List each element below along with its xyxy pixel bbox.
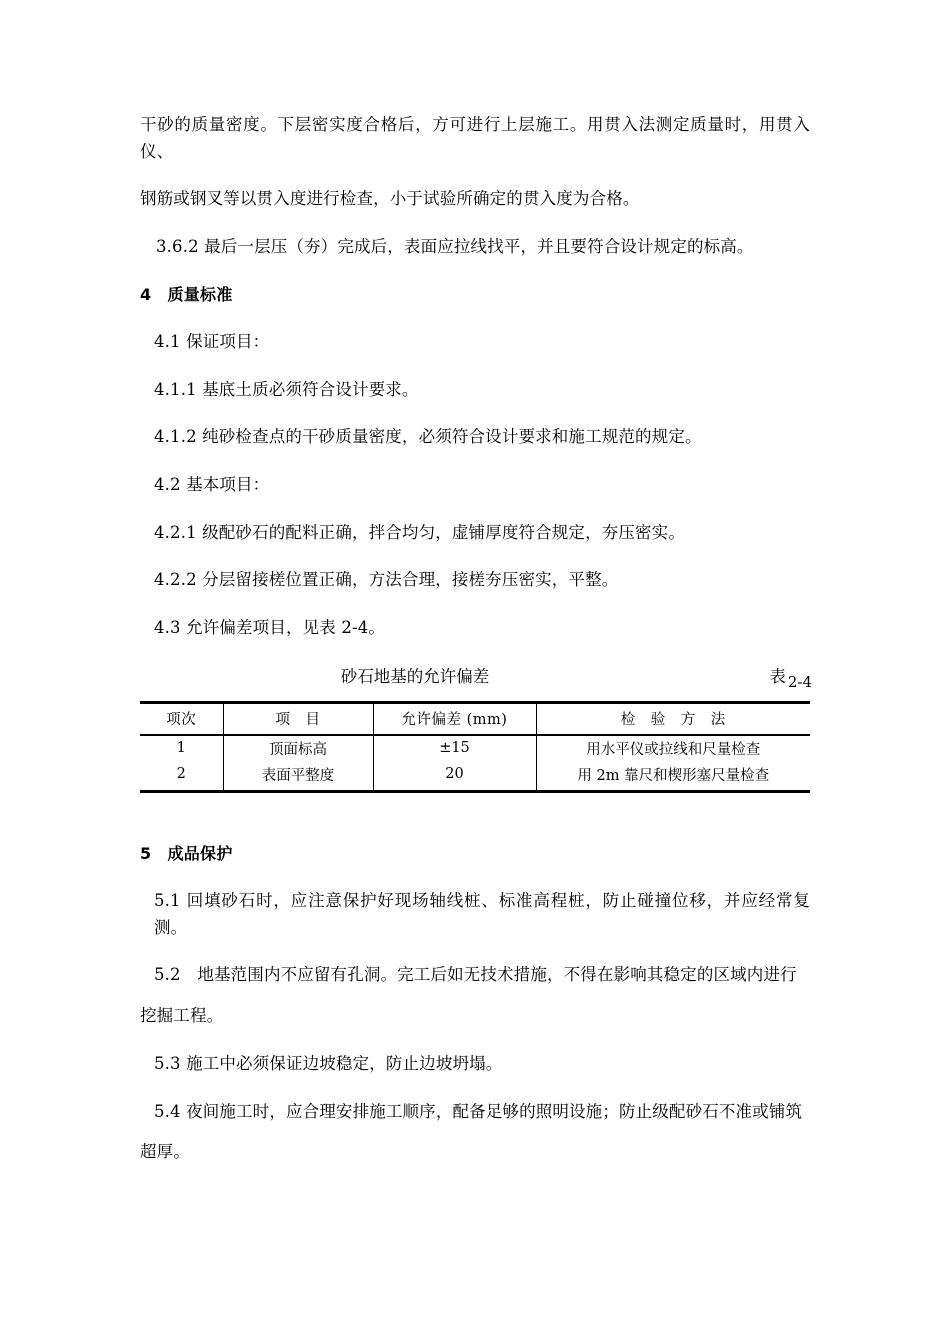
paragraph-4-1-1: 4.1.1 基底土质必须符合设计要求。 — [154, 379, 419, 399]
table-caption: 砂石地基的允许偏差 — [340, 666, 490, 686]
cell-item: 表面平整度 — [223, 762, 373, 792]
section-heading-5-title: 成品保护 — [167, 843, 233, 863]
paragraph-4-2: 4.2 基本项目： — [154, 475, 270, 495]
table-header-row — [140, 702, 810, 735]
table-number-prefix: 表 — [769, 666, 786, 686]
table-caption-row — [140, 663, 810, 693]
table-row — [140, 762, 810, 792]
paragraph-4-2-1: 4.2.1 级配砂石的配料正确，拌合均匀，虚铺厚度符合规定，夯压密实。 — [154, 522, 685, 542]
cell-allowable-deviation: 20 — [373, 762, 536, 792]
paragraph-5-2: 5.2 地基范围内不应留有孔洞。完工后如无技术措施，不得在影响其稳定的区域内进行 — [154, 965, 797, 985]
paragraph-4-3: 4.3 允许偏差项目，见表 2-4。 — [154, 618, 386, 638]
table-row — [140, 735, 810, 762]
paragraph-4-2-2: 4.2.2 分层留接槎位置正确，方法合理，接槎夯压密实，平整。 — [154, 570, 619, 590]
table-header-item-no: 项次 — [140, 702, 223, 735]
table-header-allowable-deviation: 允许偏差 (mm) — [373, 702, 536, 735]
cell-inspection-method: 用 2m 靠尺和楔形塞尺量检查 — [536, 762, 810, 792]
cell-inspection-method: 用水平仪或拉线和尺量检查 — [536, 735, 810, 762]
paragraph-5-4: 5.4 夜间施工时，应合理安排施工顺序，配备足够的照明设施；防止级配砂石不准或铺筑 — [154, 1101, 803, 1121]
cell-item-no: 1 — [176, 740, 186, 757]
table-number-value: 2-4 — [787, 672, 812, 691]
section-heading-4-number: 4 — [140, 284, 152, 304]
paragraph-5-2-continued: 挖掘工程。 — [140, 1006, 224, 1026]
cell-allowable-deviation: ±15 — [373, 735, 536, 762]
section-heading-4-title: 质量标准 — [167, 284, 233, 304]
paragraph-dry-sand-density: 干砂的质量密度。下层密实度合格后，方可进行上层施工。用贯入法测定质量时，用贯入仪、 — [140, 115, 810, 161]
section-heading-5 — [140, 841, 810, 864]
table-number-label — [769, 663, 812, 691]
paragraph-4-1: 4.1 保证项目： — [154, 331, 270, 351]
paragraph-5-3: 5.3 施工中必须保证边坡稳定，防止边坡坍塌。 — [154, 1053, 503, 1073]
paragraph-3-6-2: 3.6.2 最后一层压（夯）完成后，表面应拉线找平，并且要符合设计规定的标高。 — [156, 237, 754, 257]
cell-item: 顶面标高 — [223, 735, 373, 762]
spacer-after-table — [140, 793, 810, 841]
table-header-item: 项 目 — [223, 702, 373, 735]
cell-item-no: 2 — [176, 766, 186, 783]
document-content — [140, 112, 810, 1187]
table-header-inspection-method: 检 验 方 法 — [536, 702, 810, 735]
section-heading-5-number: 5 — [140, 843, 152, 863]
allowable-deviation-table-wrap — [140, 701, 810, 793]
section-heading-4 — [140, 282, 810, 305]
paragraph-4-1-2: 4.1.2 纯砂检查点的干砂质量密度，必须符合设计要求和施工规范的规定。 — [154, 427, 702, 447]
allowable-deviation-table — [140, 701, 810, 793]
paragraph-5-4-continued: 超厚。 — [140, 1142, 190, 1162]
paragraph-rebar-penetration: 钢筋或钢叉等以贯入度进行检查，小于试验所确定的贯入度为合格。 — [140, 189, 640, 209]
paragraph-5-1: 5.1 回填砂石时，应注意保护好现场轴线桩、标准高程桩，防止碰撞位移，并应经常复测。 — [154, 890, 810, 937]
